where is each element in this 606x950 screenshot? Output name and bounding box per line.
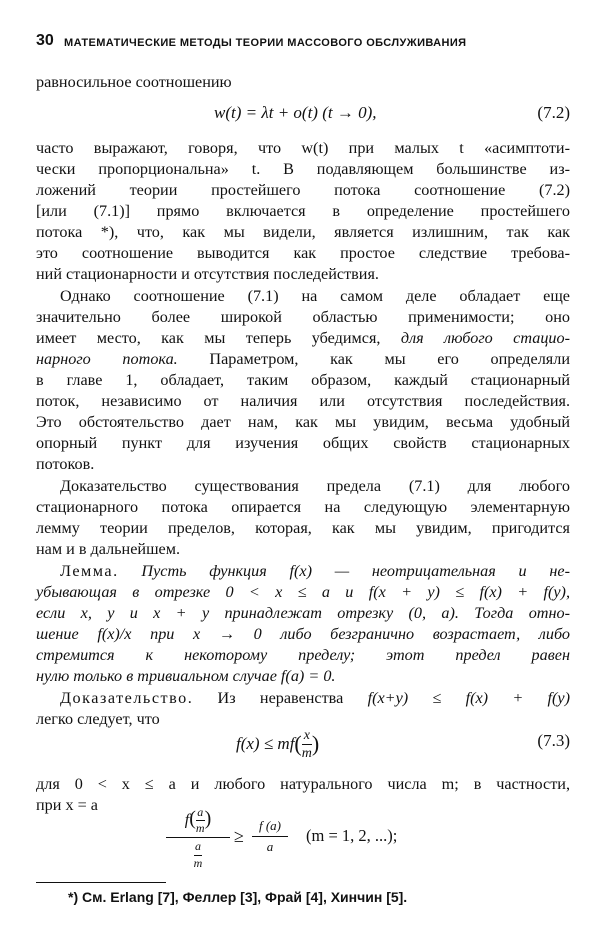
- page-number: 30: [36, 32, 54, 49]
- paren-left: (: [294, 730, 302, 756]
- text-line: Это обстоятельство дает нам, как мы увидим, весьма удобный: [36, 413, 570, 431]
- italic-span: для любого стацио-: [400, 329, 570, 347]
- paren-right: ): [311, 730, 320, 756]
- text-line: потока *), что, как мы видели, является излишним, так как: [36, 223, 570, 241]
- footnote-rule: [36, 882, 166, 883]
- fraction-denominator: m: [301, 746, 312, 762]
- fraction-numerator: a: [194, 839, 201, 854]
- text-line: лемму теории пределов, которая, как мы увидим, пригодится: [36, 519, 570, 537]
- text-span: Из неравенства: [193, 689, 368, 707]
- text-span: Параметром, как мы его определяли: [177, 350, 570, 368]
- text-line: часто выражают, говоря, что w(t) при малых t «асимптоти-: [36, 139, 570, 157]
- fraction-numerator: x: [303, 728, 310, 743]
- fraction-bar: [252, 836, 288, 837]
- text-line: при x = a: [36, 796, 98, 814]
- text-line: для 0 < x ≤ a и любого натурального числа m; в частности,: [36, 775, 570, 793]
- text-line: потоков.: [36, 455, 95, 473]
- equation-formula: w(t) = λt + o(t) (t → 0),: [214, 103, 377, 122]
- paren-right: ): [204, 807, 212, 830]
- text-line: чески пропорциональна» t. В подавляющем большинстве из-: [36, 160, 570, 178]
- fraction-denominator: m: [193, 855, 203, 870]
- equation-formula: [236, 728, 319, 762]
- relation-sign: ≥: [234, 826, 244, 846]
- text-line: Однако соотношение (7.1) на самом деле обладает еще: [60, 287, 570, 305]
- text-line: нам и в дальнейшем.: [36, 540, 181, 558]
- fraction-denominator: m: [195, 821, 205, 836]
- inner-fraction: [194, 840, 203, 869]
- italic-span: нарного потока.: [36, 350, 178, 368]
- text-line: поток, независимо от наличия или отсутствия последействия.: [36, 392, 570, 410]
- lemma-line: если x, y и x + y принадлежат отрезку (0, a). Тогда отно-: [36, 604, 570, 622]
- lemma-label: Лемма.: [60, 562, 119, 580]
- text-span: имеет место, как мы теперь убедимся,: [36, 329, 401, 347]
- lemma-line: нулю только в тривиальном случае f(a) = 0.: [36, 667, 336, 685]
- fraction-numerator: a: [197, 805, 204, 819]
- text-line: [36, 349, 570, 369]
- equation-condition: (m = 1, 2, ...);: [306, 826, 398, 845]
- proof-label: Доказательство.: [60, 689, 194, 707]
- fraction-bar: [166, 837, 230, 838]
- lemma-line: [60, 561, 570, 581]
- inline-formula: f(x+y) ≤ f(x) + f(y): [367, 689, 570, 707]
- text-line: ложений теории простейшего потока соотношение (7.2): [36, 181, 570, 199]
- text-line: это соотношение выводится как простое следствие требова-: [36, 244, 570, 262]
- fraction-bar: [302, 744, 312, 745]
- equation-number: (7.2): [537, 103, 570, 122]
- text-line: в главе 1, обладает, таким образом, каждый стационарный: [36, 371, 570, 389]
- function-f: f: [184, 811, 190, 829]
- fraction-numerator: [166, 806, 230, 835]
- running-title: МАТЕМАТИЧЕСКИЕ МЕТОДЫ ТЕОРИИ МАССОВОГО ОБСЛУЖИВАНИЯ: [64, 37, 467, 49]
- lemma-line: шение f(x)/x при x → 0 либо безгранично возрастает, либо: [36, 625, 570, 643]
- inner-fraction: [196, 806, 205, 835]
- paren-left: (: [189, 807, 196, 830]
- fraction-denominator: [166, 840, 230, 869]
- fraction: [302, 728, 312, 762]
- text-line: опорный пункт для изучения общих свойств стационарных: [36, 434, 570, 452]
- text-line: ний стационарности и отсутствия последействия.: [36, 265, 379, 283]
- equation-7-3: [0, 720, 606, 764]
- equation-lhs: f(x) ≤ mf: [236, 733, 295, 753]
- text-line: равносильное соотношению: [36, 73, 232, 91]
- equation-number: (7.3): [537, 731, 570, 750]
- fraction-lhs: [166, 806, 230, 870]
- fraction-rhs: [252, 818, 288, 855]
- footnote: *) См. Erlang [7], Феллер [3], Фрай [4], Хинчин [5].: [68, 889, 408, 905]
- lemma-line: стремится к некоторому пределу; этот предел равен: [36, 646, 570, 664]
- fraction-numerator: f (a): [258, 818, 282, 833]
- proof-line: [60, 688, 570, 708]
- text-line: стационарного потока опирается на следующую элементарную: [36, 498, 570, 516]
- text-line: Доказательство существования предела (7.1) для любого: [60, 477, 570, 495]
- text-line: значительно более широкой областью применимости; оно: [36, 308, 570, 326]
- running-header: [36, 32, 556, 54]
- fraction-denominator: a: [266, 839, 274, 854]
- text-line: [36, 328, 570, 348]
- italic-span: Пусть функция f(x) — неотрицательная и не-: [118, 562, 570, 580]
- text-line: [или (7.1)] прямо включается в определение простейшего: [36, 202, 570, 220]
- lemma-line: убывающая в отрезке 0 < x ≤ a и f(x + y) ≤ f(x) + f(y),: [36, 583, 570, 601]
- text-line: легко следует, что: [36, 710, 160, 728]
